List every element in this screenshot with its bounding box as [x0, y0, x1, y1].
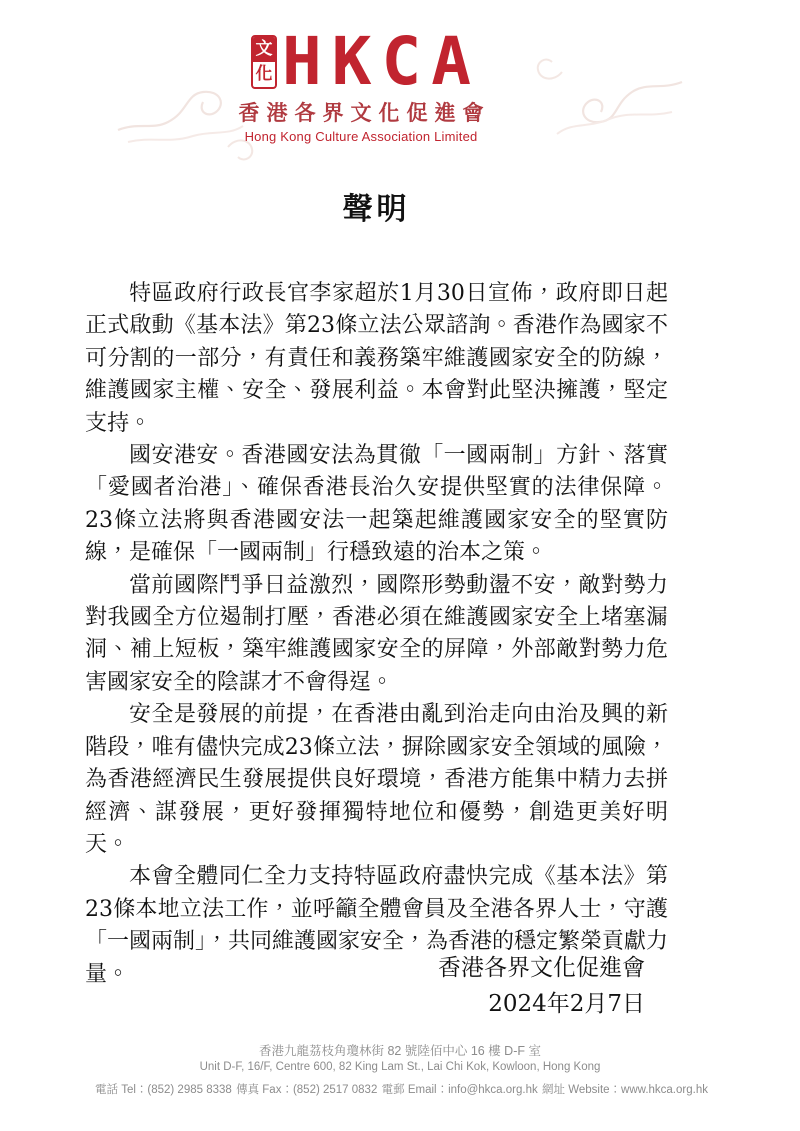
wenhua-seal-icon [251, 35, 277, 89]
footer-website: 網址 Website：www.hkca.org.hk [542, 1084, 708, 1096]
footer-address-chinese: 香港九龍荔枝角瓊林街 82 號陸佰中心 16 樓 D-F 室 [259, 1044, 541, 1058]
footer-email: 電郵 Email：info@hkca.org.hk [381, 1084, 538, 1096]
statement-paragraph: 安全是發展的前提，在香港由亂到治走向由治及興的新階段，唯有儘快完成23條立法，摒除國家安全領域的風險，為香港經濟民生發展提供良好環境，香港方能集中精力去拼經濟、謀發展，更好發揮獨特地位和優勢，創造更美好明天。 [85, 702, 668, 857]
seal-char-bottom: 化 [255, 64, 273, 84]
footer-address-english: Unit D-F, 16/F, Centre 600, 82 King Lam St., Lai Chi Kok, Kowloon, Hong Kong [199, 1061, 601, 1073]
footer-fax: 傳真 Fax：(852) 2517 0832 [236, 1084, 378, 1096]
statement-paragraph: 本會全體同仁全力支持特區政府盡快完成《基本法》第23條本地立法工作，並呼籲全體會員及全港各界人士，守護「一國兩制」，共同維護國家安全，為香港的穩定繁榮貢獻力量。 [85, 864, 669, 987]
statement-paragraph: 國安港安。香港國安法為貫徹「一國兩制」方針、落實「愛國者治港」、確保香港長治久安提供堅實的法律保障。23條立法將與香港國安法一起築起維護國家安全的堅實防線，是確保「一國兩制」行穩致遠的治本之策。 [85, 443, 668, 566]
footer-contact-row [0, 1083, 800, 1097]
org-acronym: HKCA [282, 23, 481, 100]
statement-paragraph: 特區政府行政長官李家超於1月30日宣佈，政府即日起正式啟動《基本法》第23條立法公眾諮詢。香港作為國家不可分割的一部分，有責任和義務築牢維護國家安全的防線，維護國家主權、安全、發展利益。本會對此堅決擁護，堅定支持。 [85, 281, 668, 436]
org-name-english: Hong Kong Culture Association Limited [244, 129, 478, 144]
letterhead-footer [0, 1044, 800, 1097]
footer-tel: 電話 Tel：(852) 2985 8338 [95, 1084, 232, 1096]
signature-org-name: 香港各界文化促進會 [438, 955, 645, 981]
statement-body [85, 278, 668, 991]
page-title: 聲明 [342, 192, 411, 227]
org-logo-lockup [251, 23, 481, 100]
statement-paragraph: 當前國際鬥爭日益激烈，國際形勢動盪不安，敵對勢力對我國全方位遏制打壓，香港必須在維護國家安全上堵塞漏洞、補上短板，築牢維護國家安全的屏障，外部敵對勢力危害國家安全的陰謀才不會得逞。 [85, 572, 668, 695]
signature-date: 2024年2月7日 [488, 991, 645, 1017]
signature-block [85, 950, 645, 1022]
org-name-chinese: 香港各界文化促進會 [238, 100, 491, 125]
org-logo [0, 23, 722, 144]
seal-char-top: 文 [253, 37, 275, 62]
